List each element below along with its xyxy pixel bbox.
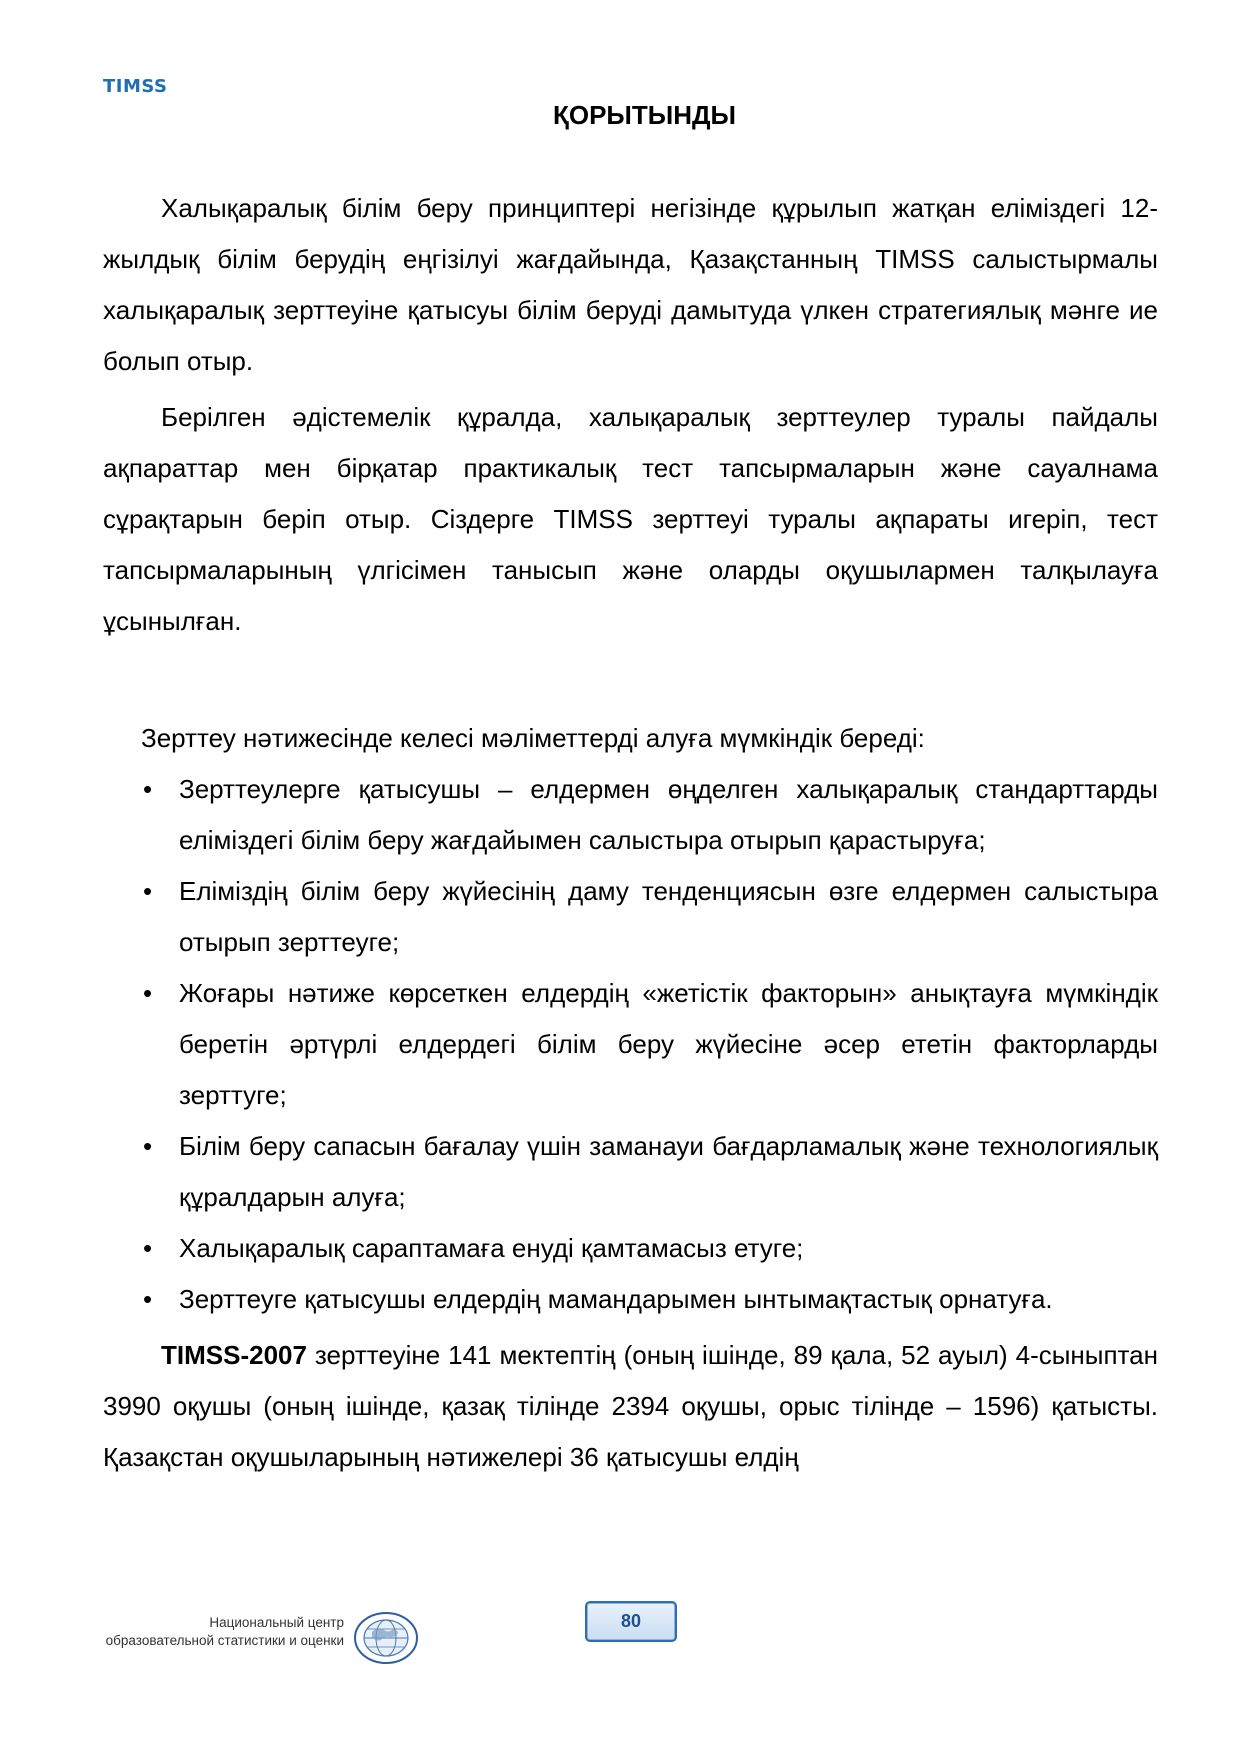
closing-text: зерттеуіне 141 мектептің (оның ішінде, 89 қала, 52 ауыл) 4-сыныптан 3990 оқушы (оның ішінде, қазақ тілінде 2394 оқушы, орыс тілінде – 1596) қатысты. Қазақстан оқушыларының нәтижелері 36 қатысушы елдің [103, 1340, 1158, 1472]
bullet-list [103, 764, 1158, 1325]
list-item: • Халықаралық сараптамаға енуді қамтамасыз етуге; [103, 1223, 1158, 1274]
list-item: • Жоғары нәтиже көрсеткен елдердің «жетістік факторын» анықтауға мүмкіндік беретін әртүрлі елдердегі білім беру жүйесіне әсер ететін факторларды зерттуге; [103, 968, 1158, 1121]
page-title: ҚОРЫТЫНДЫ [553, 100, 736, 130]
globe-logo-icon [352, 1610, 420, 1671]
paragraph-1: Халықаралық білім беру принциптері негізінде құрылып жатқан еліміздегі 12-жылдық білім берудің еңгізілуі жағдайында, Қазақстанның TIMSS салыстырмалы халықаралық зерттеуіне қатысуы білім беруді дамытуда үлкен стратегиялық мәнге ие болып отыр. [103, 193, 1158, 376]
org-line-2: образовательной статистики и оценки [105, 1633, 344, 1648]
footer-organization [96, 1614, 344, 1650]
closing-bold: TIMSS-2007 [161, 1340, 307, 1370]
page-number-badge: 80 [585, 1601, 677, 1642]
org-line-1: Национальный центр [209, 1615, 344, 1630]
list-item: • Білім беру сапасын бағалау үшін заманауи бағдарламалық және технологиялық құралдарын алуға; [103, 1121, 1158, 1223]
list-lead: Зерттеу нәтижесінде келесі мәліметтерді алуға мүмкіндік береді: [141, 723, 925, 753]
document-body [103, 183, 1158, 1483]
header-tag: TIMSS [103, 76, 168, 97]
list-item: • Зерттеуге қатысушы елдердің мамандарымен ынтымақтастық орнатуға. [103, 1274, 1158, 1325]
closing-paragraph [103, 1330, 1158, 1483]
list-item: • Зерттеулерге қатысушы – елдермен өңделген халықаралық стандарттарды еліміздегі білім беру жағдайымен салыстыра отырып қарастыруға; [103, 764, 1158, 866]
list-item: • Еліміздің білім беру жүйесінің даму тенденциясын өзге елдермен салыстыра отырып зерттеуге; [103, 866, 1158, 968]
paragraph-2: Берілген әдістемелік құралда, халықаралық зерттеулер туралы пайдалы ақпараттар мен бірқатар практикалық тест тапсырмаларын және сауалнама сұрақтарын беріп отыр. Сіздерге TIMSS зерттеуі туралы ақпараты игеріп, тест тапсырмаларының үлгісімен танысып және оларды оқушылармен талқылауға ұсынылған. [103, 402, 1158, 636]
